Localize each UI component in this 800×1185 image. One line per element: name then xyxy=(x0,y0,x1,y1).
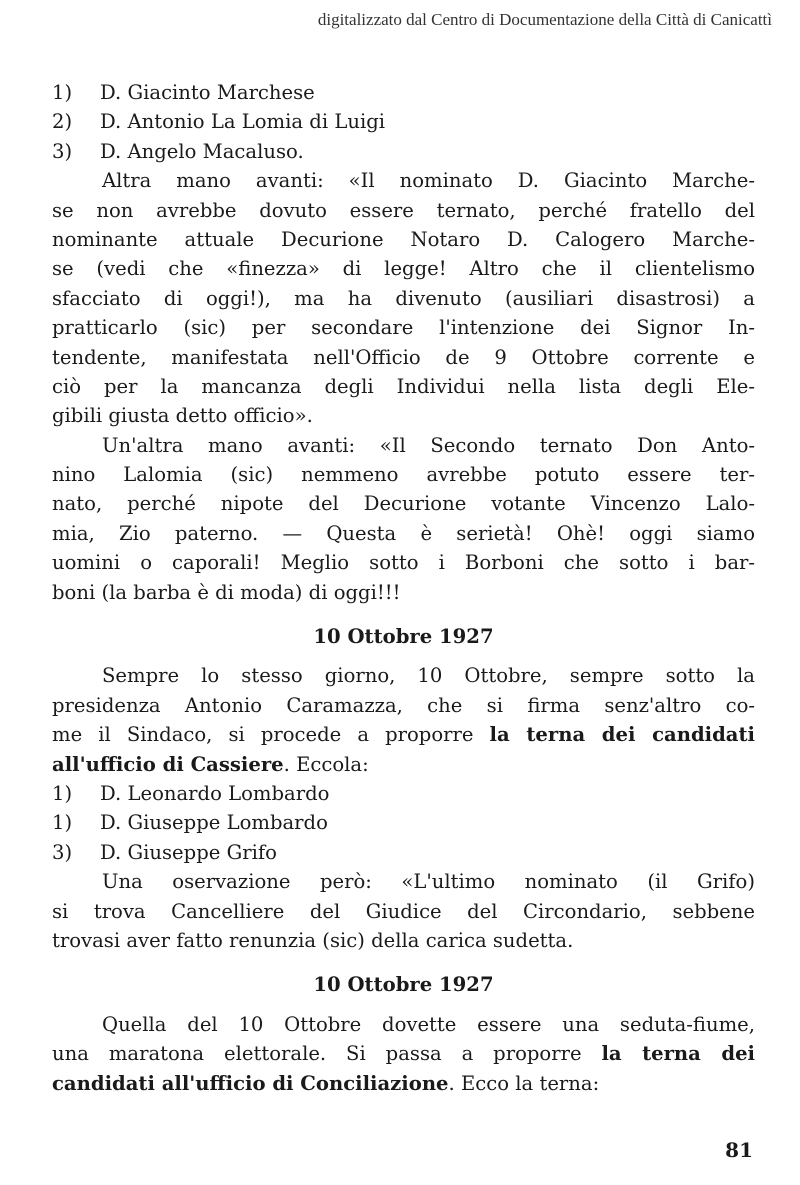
paragraph: Quella del 10 Ottobre dovette essere una seduta-fiume, una maratona elettorale. Si passa a proporre la terna dei candidati all'ufficio di Conciliazione. Ecco la terna: xyxy=(52,1012,755,1095)
list-item: 3) D. Angelo Macaluso. xyxy=(52,139,304,163)
list-item: 1) D. Giuseppe Lombardo xyxy=(52,811,328,835)
page-body xyxy=(52,78,755,1098)
paragraph: Sempre lo stesso giorno, 10 Ottobre, sempre sotto la presidenza Antonio Caramazza, che si firma senz'altro co- me il Sindaco, si procede a proporre la terna dei candidati all'ufficio di Cassiere. Eccola: xyxy=(52,664,755,776)
paragraph: Un'altra mano avanti: «Il Secondo ternato Don Anto- nino Lalomia (sic) nemmeno avrebbe potuto essere ter- nato, perché nipote del Decurione votante Vincenzo Lalo- mia, Zio paterno. — Questa è serietà! Ohè! oggi siamo uomini o caporali! Meglio sotto i Borboni che sotto i bar- boni (la barba è di moda) di oggi!!! xyxy=(52,433,755,604)
digitization-watermark: digitalizzato dal Centro di Documentazione della Città di Canicattì xyxy=(317,10,772,29)
list-item: 1) D. Leonardo Lombardo xyxy=(52,782,330,805)
list-item: 1) D. Giacinto Marchese xyxy=(52,81,315,104)
paragraph: Una oservazione però: «L'ultimo nominato (il Grifo) si trova Cancelliere del Giudice del Circondario, sebbene trovasi aver fatto renunzia (sic) della carica sudetta. xyxy=(52,870,755,952)
page-number: 81 xyxy=(725,1138,753,1162)
section-heading: 10 Ottobre 1927 xyxy=(313,973,494,997)
section-heading: 10 Ottobre 1927 xyxy=(313,625,494,649)
list-item: 3) D. Giuseppe Grifo xyxy=(52,840,277,864)
list-item: 2) D. Antonio La Lomia di Luigi xyxy=(52,110,386,134)
paragraph: Altra mano avanti: «Il nominato D. Giacinto Marche- se non avrebbe dovuto essere ternato, perché fratello del nominante attuale Decurione Notaro D. Calogero Marche- se (vedi che «finezza» di legge! Altro che il clientelismo sfacciato di oggi!), ma ha divenuto (ausiliari disastrosi) a pratticarlo (sic) per secondare l'intenzione dei Signor In- tendente, manifestata nell'Officio de 9 Ottobre corrente e ciò per la mancanza degli Individui nella lista degli Ele- gibili giusta detto officio». xyxy=(52,169,755,428)
